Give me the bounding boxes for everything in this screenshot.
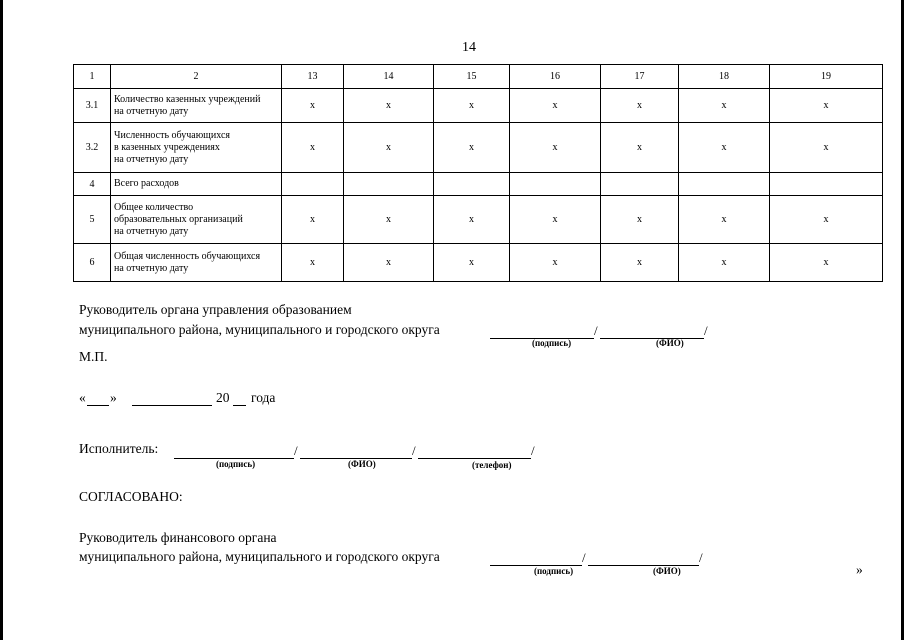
date-century: 20: [216, 390, 230, 405]
agreed-heading: СОГЛАСОВАНО:: [79, 489, 183, 504]
value-cell: x: [344, 123, 434, 173]
finance-fio-line[interactable]: [588, 565, 699, 566]
finance-fio-caption: (ФИО): [653, 566, 681, 576]
row-number-cell: 5: [74, 196, 111, 244]
value-cell: x: [282, 89, 344, 123]
finance-signature-caption: (подпись): [534, 566, 574, 576]
table-row: [74, 123, 883, 173]
separator-slash: /: [704, 323, 708, 338]
executor-phone-caption: (телефон): [472, 460, 512, 470]
row-label-line: Общее количество: [114, 201, 194, 213]
row-label-line: на отчетную дату: [114, 225, 189, 237]
row-number-cell: 6: [74, 244, 111, 282]
date-open-quote: «: [79, 390, 86, 405]
table-row: [74, 244, 883, 282]
row-label-line: на отчетную дату: [114, 105, 189, 117]
value-cell: x: [434, 123, 510, 173]
value-cell: x: [282, 123, 344, 173]
row-label-line: Количество казенных учреждений: [114, 93, 261, 105]
head-of-education-title-line1: Руководитель органа управления образованием: [79, 302, 352, 317]
separator-slash: /: [294, 443, 298, 458]
header-cell: 2: [111, 65, 282, 89]
page-number: 14: [462, 40, 476, 55]
header-cell: 14: [344, 65, 434, 89]
value-cell: x: [679, 196, 770, 244]
date-year-line[interactable]: [233, 405, 246, 406]
row-label-line: образовательных организаций: [114, 213, 243, 225]
value-cell: x: [770, 196, 883, 244]
head-of-education-title-line2: муниципального района, муниципального и городского округа: [79, 322, 440, 337]
value-cell: [510, 173, 601, 196]
row-label-cell: [111, 89, 282, 123]
value-cell: x: [282, 244, 344, 282]
executor-phone-line[interactable]: [418, 458, 531, 459]
row-number-cell: 3.1: [74, 89, 111, 123]
value-cell: x: [679, 123, 770, 173]
value-cell: x: [601, 244, 679, 282]
value-cell: x: [510, 89, 601, 123]
value-cell: x: [344, 89, 434, 123]
executor-signature-caption: (подпись): [216, 459, 256, 469]
row-number-cell: 3.2: [74, 123, 111, 173]
row-label-cell: [111, 173, 282, 196]
value-cell: x: [770, 244, 883, 282]
value-cell: x: [344, 244, 434, 282]
value-cell: x: [679, 244, 770, 282]
value-cell: [601, 173, 679, 196]
executor-label: Исполнитель:: [79, 441, 159, 456]
value-cell: x: [601, 123, 679, 173]
date-month-line[interactable]: [132, 405, 212, 406]
value-cell: x: [510, 123, 601, 173]
row-label-line: Общая численность обучающихся: [114, 250, 261, 262]
report-table: [73, 64, 883, 282]
row-number-cell: 4: [74, 173, 111, 196]
value-cell: x: [282, 196, 344, 244]
row-label-line: Всего расходов: [114, 178, 179, 189]
row-label-line: Численность обучающихся: [114, 129, 230, 141]
value-cell: x: [434, 244, 510, 282]
row-label-line: в казенных учреждениях: [114, 141, 220, 153]
value-cell: x: [601, 89, 679, 123]
header-cell: 15: [434, 65, 510, 89]
separator-slash: /: [699, 550, 703, 565]
fio-caption: (ФИО): [656, 338, 684, 348]
table-row: [74, 173, 883, 196]
value-cell: x: [679, 89, 770, 123]
value-cell: x: [770, 89, 883, 123]
executor-fio-caption: (ФИО): [348, 459, 376, 469]
value-cell: x: [344, 196, 434, 244]
signature-caption: (подпись): [532, 338, 572, 348]
header-cell: 17: [601, 65, 679, 89]
header-cell: 1: [74, 65, 111, 89]
separator-slash: /: [582, 550, 586, 565]
separator-slash: /: [412, 443, 416, 458]
table-row: [74, 89, 883, 123]
header-cell: 18: [679, 65, 770, 89]
scan-right-edge: [901, 0, 904, 640]
head-of-finance-title-line1: Руководитель финансового органа: [79, 530, 277, 545]
row-label-cell: [111, 244, 282, 282]
row-label-line: на отчетную дату: [114, 153, 189, 165]
value-cell: x: [770, 123, 883, 173]
value-cell: [770, 173, 883, 196]
scan-left-edge: [0, 0, 3, 640]
value-cell: [679, 173, 770, 196]
separator-slash: /: [531, 443, 535, 458]
closing-quote: »: [856, 562, 863, 577]
value-cell: x: [510, 196, 601, 244]
stamp-place-label: М.П.: [79, 349, 108, 364]
separator-slash: /: [594, 323, 598, 338]
table-header-row: [74, 65, 883, 89]
value-cell: [282, 173, 344, 196]
fio-line[interactable]: [600, 338, 704, 339]
row-label-line: на отчетную дату: [114, 262, 189, 274]
header-cell: 16: [510, 65, 601, 89]
value-cell: x: [434, 89, 510, 123]
value-cell: [434, 173, 510, 196]
value-cell: x: [510, 244, 601, 282]
table-row: [74, 196, 883, 244]
value-cell: [344, 173, 434, 196]
value-cell: x: [434, 196, 510, 244]
head-of-finance-title-line2: муниципального района, муниципального и городского округа: [79, 549, 440, 564]
row-label-cell: [111, 196, 282, 244]
row-label-cell: [111, 123, 282, 173]
header-cell: 19: [770, 65, 883, 89]
date-year-word: года: [251, 390, 276, 405]
value-cell: x: [601, 196, 679, 244]
date-day-line[interactable]: [87, 405, 109, 406]
date-close-quote: »: [110, 390, 117, 405]
header-cell: 13: [282, 65, 344, 89]
